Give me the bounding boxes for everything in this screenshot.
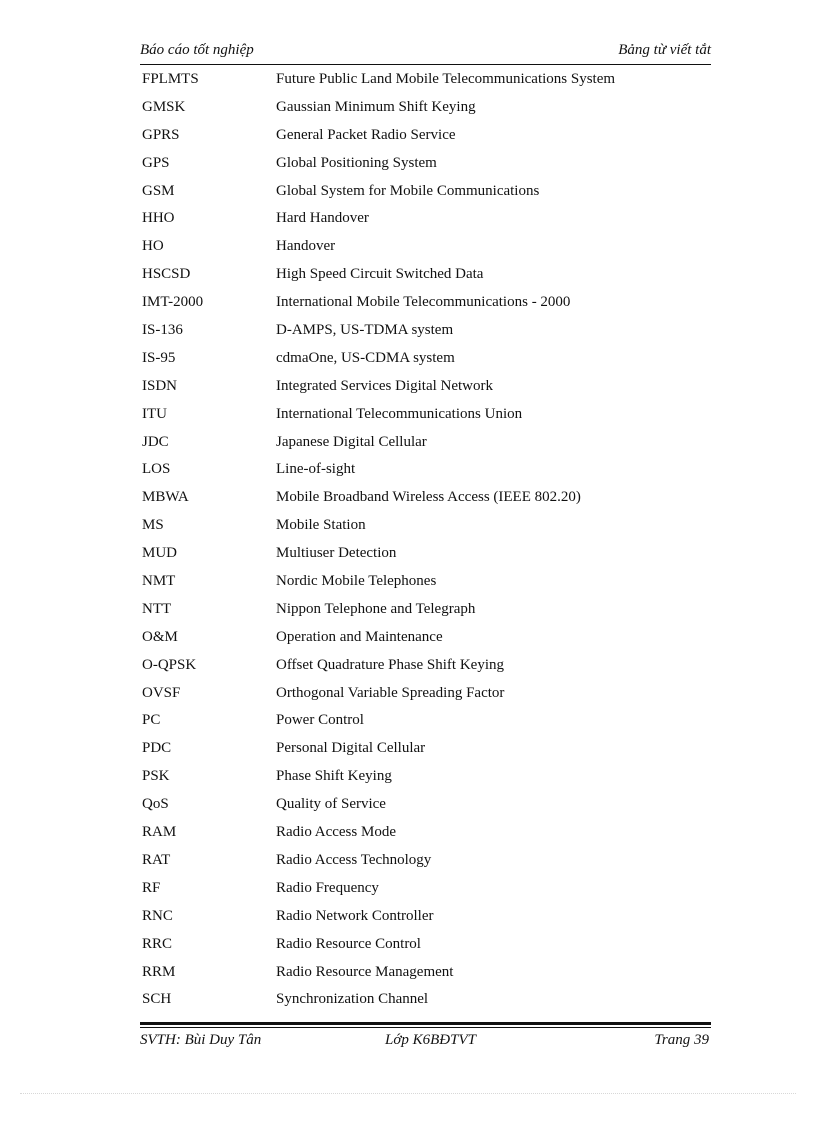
list-item: [140, 763, 711, 791]
list-item: [140, 680, 711, 708]
list-item: [140, 401, 711, 429]
abbreviation-term: O-QPSK: [142, 656, 197, 673]
abbreviation-term: GPRS: [142, 126, 180, 143]
list-item: [140, 345, 711, 373]
abbreviation-meaning: Mobile Broadband Wireless Access (IEEE 802.20): [276, 489, 581, 506]
header-divider: [140, 64, 711, 65]
list-item: [140, 624, 711, 652]
abbreviation-meaning: Radio Access Mode: [276, 824, 396, 841]
list-item: [140, 931, 711, 959]
abbreviation-meaning: Quality of Service: [276, 796, 386, 813]
abbreviation-meaning: Integrated Services Digital Network: [276, 377, 494, 394]
abbreviation-meaning: High Speed Circuit Switched Data: [276, 266, 484, 283]
list-item: [140, 707, 711, 735]
list-item: [140, 317, 711, 345]
abbreviation-meaning: cdmaOne, US-CDMA system: [276, 349, 455, 366]
abbreviation-meaning: Radio Access Technology: [276, 851, 432, 868]
abbreviation-term: HSCSD: [142, 266, 191, 283]
abbreviation-meaning: International Mobile Telecommunications - 2000: [276, 294, 571, 311]
abbreviation-term: PSK: [142, 768, 170, 785]
abbreviation-meaning: Future Public Land Mobile Telecommunications System: [276, 71, 616, 87]
list-item: [140, 484, 711, 512]
abbreviation-term: IS-136: [142, 322, 183, 339]
list-item: [140, 233, 711, 261]
list-item: [140, 289, 711, 317]
list-item: [140, 178, 711, 206]
abbreviation-meaning: Handover: [276, 238, 336, 255]
abbreviation-term: RAM: [142, 824, 177, 841]
abbreviation-term: GPS: [142, 154, 170, 171]
abbreviation-term: RRM: [142, 963, 176, 980]
abbreviation-term: FPLMTS: [142, 71, 199, 87]
footer-divider-thin: [140, 1027, 711, 1028]
abbreviation-meaning: Nordic Mobile Telephones: [276, 573, 437, 590]
abbreviation-meaning: D-AMPS, US-TDMA system: [276, 322, 454, 339]
abbreviation-term: RF: [142, 879, 161, 896]
page-header: [140, 42, 711, 64]
list-item: [140, 986, 711, 1014]
abbreviation-term: IMT-2000: [142, 294, 204, 311]
footer-divider-thick: [140, 1022, 711, 1025]
abbreviation-meaning: Multiuser Detection: [276, 545, 397, 562]
abbreviation-meaning: Personal Digital Cellular: [276, 740, 426, 757]
abbreviation-meaning: Operation and Maintenance: [276, 628, 443, 645]
abbreviation-meaning: Radio Frequency: [276, 879, 379, 896]
abbreviation-term: QoS: [142, 796, 169, 813]
list-item: [140, 596, 711, 624]
abbreviation-meaning: Japanese Digital Cellular: [276, 433, 427, 450]
abbreviation-term: ITU: [142, 405, 167, 422]
list-item: [140, 735, 711, 763]
abbreviation-meaning: Radio Resource Management: [276, 963, 454, 980]
page-footer: [140, 1032, 711, 1054]
abbreviation-term: PC: [142, 712, 161, 729]
abbreviation-meaning: Orthogonal Variable Spreading Factor: [276, 684, 505, 701]
list-item: [140, 903, 711, 931]
footer-class: Lớp K6BĐTVT: [385, 1032, 476, 1048]
list-item: [140, 373, 711, 401]
abbreviation-meaning: Nippon Telephone and Telegraph: [276, 600, 476, 617]
abbreviation-term: MUD: [142, 545, 178, 562]
footer-author: SVTH: Bùi Duy Tân: [140, 1032, 262, 1048]
list-item: [140, 94, 711, 122]
abbreviation-meaning: Mobile Station: [276, 517, 366, 534]
abbreviation-meaning: Offset Quadrature Phase Shift Keying: [276, 656, 505, 673]
abbreviation-meaning: Global System for Mobile Communications: [276, 182, 540, 199]
abbreviation-meaning: International Telecommunications Union: [276, 405, 523, 422]
abbreviation-meaning: Radio Network Controller: [276, 907, 434, 924]
list-item: [140, 429, 711, 457]
list-item: [140, 205, 711, 233]
abbreviation-meaning: Power Control: [276, 712, 364, 729]
list-item: [140, 540, 711, 568]
abbreviation-term: RNC: [142, 907, 173, 924]
abbreviation-term: PDC: [142, 740, 172, 757]
abbreviation-term: SCH: [142, 991, 172, 1008]
list-item: [140, 847, 711, 875]
header-section-title: Bảng từ viết tắt: [618, 42, 711, 58]
abbreviation-term: RAT: [142, 851, 171, 868]
abbreviation-term: OVSF: [142, 684, 181, 701]
list-item: [140, 150, 711, 178]
abbreviation-meaning: Hard Handover: [276, 210, 369, 227]
footer-page-number: Trang 39: [654, 1032, 709, 1048]
list-item: [140, 122, 711, 150]
page-edge-divider: [20, 1093, 796, 1094]
abbreviation-term: ISDN: [142, 377, 178, 394]
abbreviation-term: MBWA: [142, 489, 189, 506]
abbreviation-meaning: Global Positioning System: [276, 154, 437, 171]
abbreviation-term: RRC: [142, 935, 173, 952]
abbreviation-meaning: Line-of-sight: [276, 461, 356, 478]
list-item: [140, 568, 711, 596]
abbreviation-meaning: General Packet Radio Service: [276, 126, 456, 143]
list-item: [140, 819, 711, 847]
abbreviation-term: GMSK: [142, 98, 186, 115]
list-item: [140, 512, 711, 540]
abbreviation-term: O&M: [142, 628, 178, 645]
abbreviation-meaning: Synchronization Channel: [276, 991, 429, 1008]
abbreviation-term: NTT: [142, 600, 172, 617]
abbreviation-meaning: Radio Resource Control: [276, 935, 421, 952]
abbreviation-meaning: Gaussian Minimum Shift Keying: [276, 98, 476, 115]
abbreviation-term: NMT: [142, 573, 176, 590]
abbreviation-term: JDC: [142, 433, 169, 450]
list-item: [140, 652, 711, 680]
list-item: [140, 875, 711, 903]
abbreviation-term: MS: [142, 517, 164, 534]
list-item: [140, 456, 711, 484]
list-item: [140, 959, 711, 987]
abbreviation-meaning: Phase Shift Keying: [276, 768, 392, 785]
list-item: [140, 261, 711, 289]
abbreviation-list: [140, 66, 711, 1014]
abbreviation-term: GSM: [142, 182, 175, 199]
header-report-title: Báo cáo tốt nghiệp: [140, 42, 254, 58]
abbreviation-term: IS-95: [142, 349, 176, 366]
list-item: [140, 791, 711, 819]
abbreviation-term: HO: [142, 238, 164, 255]
list-item: [140, 66, 711, 94]
abbreviation-term: HHO: [142, 210, 175, 227]
abbreviation-term: LOS: [142, 461, 171, 478]
